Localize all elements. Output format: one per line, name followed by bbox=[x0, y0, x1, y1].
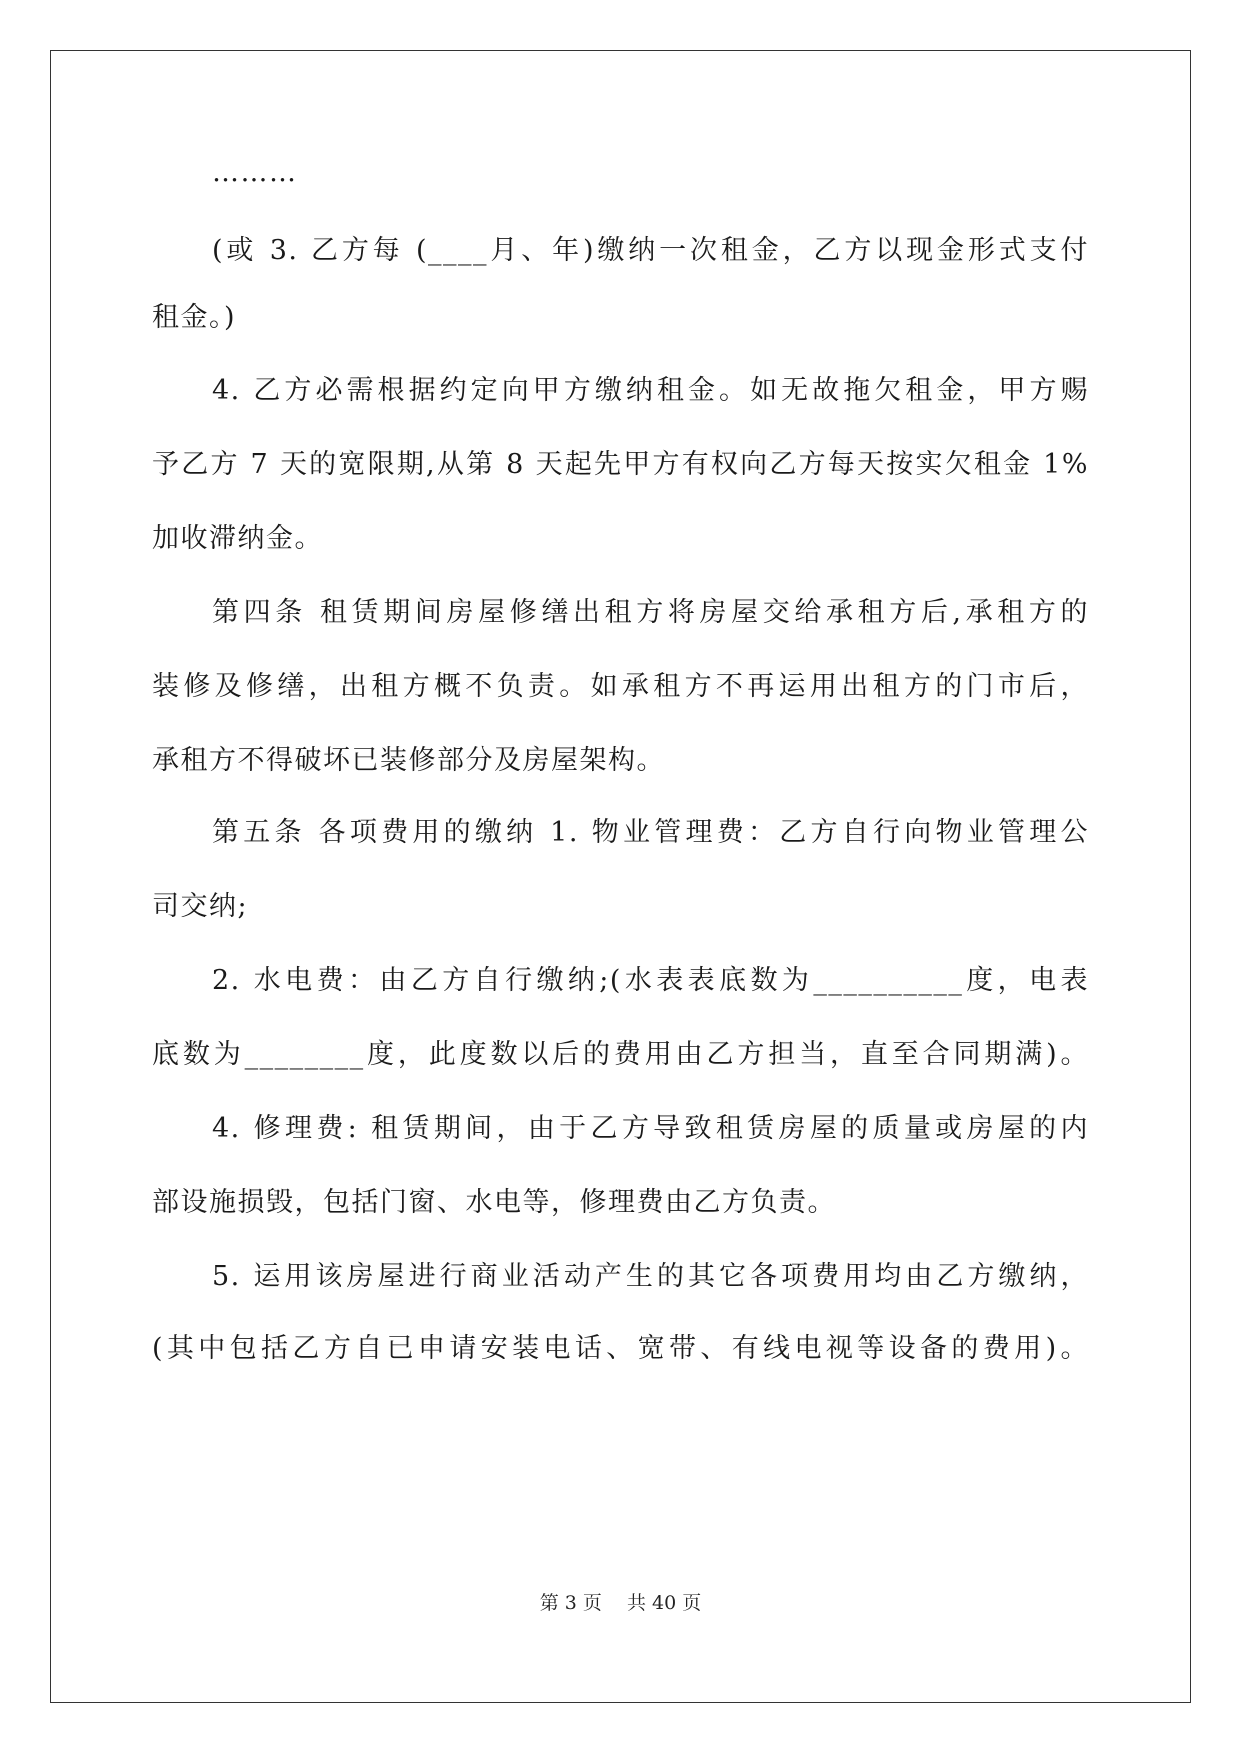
paragraph-line: 第五条 各项费用的缴纳 1. 物业管理费：乙方自行向物业管理公 bbox=[212, 817, 1089, 848]
paragraph-line: 司交纳; bbox=[152, 891, 249, 922]
paragraph-line: 租金。) bbox=[152, 302, 237, 333]
paragraph-line: (其中包括乙方自已申请安装电话、宽带、有线电视等设备的费用)。 bbox=[152, 1333, 1089, 1364]
paragraph-line: 2. 水电费：由乙方自行缴纳;(水表表底数为__________度，电表 bbox=[212, 965, 1089, 996]
paragraph-line: (或 3. 乙方每 (____月、年)缴纳一次租金，乙方以现金形式支付 bbox=[212, 235, 1089, 266]
page-number: 第 3 页 共 40 页 bbox=[539, 1592, 702, 1614]
paragraph-line: 5. 运用该房屋进行商业活动产生的其它各项费用均由乙方缴纳， bbox=[212, 1261, 1089, 1292]
paragraph-line: 底数为________度，此度数以后的费用由乙方担当，直至合同期满)。 bbox=[152, 1039, 1089, 1070]
paragraph-line: 4. 乙方必需根据约定向甲方缴纳租金。如无故拖欠租金，甲方赐 bbox=[212, 375, 1089, 406]
paragraph-line: 第四条 租赁期间房屋修缮出租方将房屋交给承租方后,承租方的 bbox=[212, 597, 1089, 628]
paragraph-line: 装修及修缮，出租方概不负责。如承租方不再运用出租方的门市后， bbox=[152, 671, 1089, 702]
paragraph-line: 承租方不得破坏已装修部分及房屋架构。 bbox=[152, 745, 665, 776]
ellipsis-line: ……… bbox=[212, 157, 298, 188]
paragraph-line: 加收滞纳金。 bbox=[152, 523, 323, 554]
paragraph-line: 4. 修理费: 租赁期间，由于乙方导致租赁房屋的质量或房屋的内 bbox=[212, 1113, 1089, 1144]
paragraph-line: 部设施损毁，包括门窗、水电等，修理费由乙方负责。 bbox=[152, 1187, 836, 1218]
paragraph-line: 予乙方 7 天的宽限期,从第 8 天起先甲方有权向乙方每天按实欠租金 1% bbox=[152, 449, 1089, 480]
